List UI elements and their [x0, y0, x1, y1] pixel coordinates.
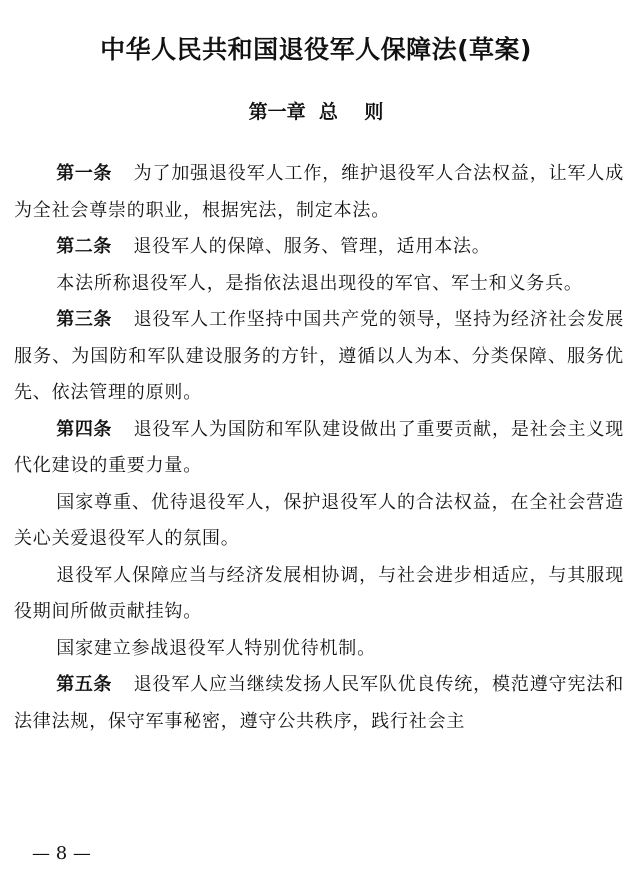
- article-label: 第一条: [56, 163, 112, 184]
- paragraph-6: [14, 485, 624, 558]
- document-body: [14, 156, 624, 740]
- paragraph-3: [14, 266, 624, 303]
- paragraph-7: [14, 558, 624, 631]
- article-label: 第四条: [56, 418, 112, 440]
- paragraph-text: 退役军人的保障、服务、管理，适用本法。: [133, 236, 491, 257]
- paragraph-9: [14, 667, 624, 740]
- paragraph-2: [14, 229, 624, 266]
- article-label: 第三条: [56, 309, 112, 330]
- paragraph-text: 退役军人应当继续发扬人民军队优良传统，模范遵守宪法和法律法规，保守军事秘密，遵守公共秩序，践行社会主: [14, 674, 624, 732]
- paragraph-text: 国家建立参战退役军人特别优待机制。: [56, 637, 376, 659]
- paragraph-text: 退役军人工作坚持中国共产党的领导，坚持为经济社会发展服务、为国防和军队建设服务的方针，遵循以人为本、分类保障、服务优先、依法管理的原则。: [14, 309, 624, 403]
- paragraph-4: [14, 302, 624, 412]
- paragraph-text: 退役军人为国防和军队建设做出了重要贡献，是社会主义现代化建设的重要力量。: [14, 418, 624, 476]
- paragraph-text: 本法所称退役军人，是指依法退出现役的军官、军士和义务兵。: [56, 272, 583, 294]
- paragraph-5: [14, 412, 624, 485]
- document-title: 中华人民共和国退役军人保障法(草案): [100, 35, 532, 64]
- paragraph-text: 退役军人保障应当与经济发展相协调，与社会进步相适应，与其服现役期间所做贡献挂钩。: [14, 564, 624, 622]
- article-label: 第五条: [56, 674, 112, 695]
- chapter-heading: 第一章 总 则: [248, 101, 384, 123]
- paragraph-text: 国家尊重、优待退役军人，保护退役军人的合法权益，在全社会营造关心关爱退役军人的氛围。: [14, 491, 624, 549]
- paragraph-8: [14, 631, 624, 668]
- paragraph-text: 为了加强退役军人工作，维护退役军人合法权益，让军人成为全社会尊崇的职业，根据宪法，制定本法。: [14, 163, 624, 221]
- page-number: — 8 —: [32, 843, 91, 864]
- article-label: 第二条: [56, 236, 112, 257]
- paragraph-1: [14, 156, 624, 229]
